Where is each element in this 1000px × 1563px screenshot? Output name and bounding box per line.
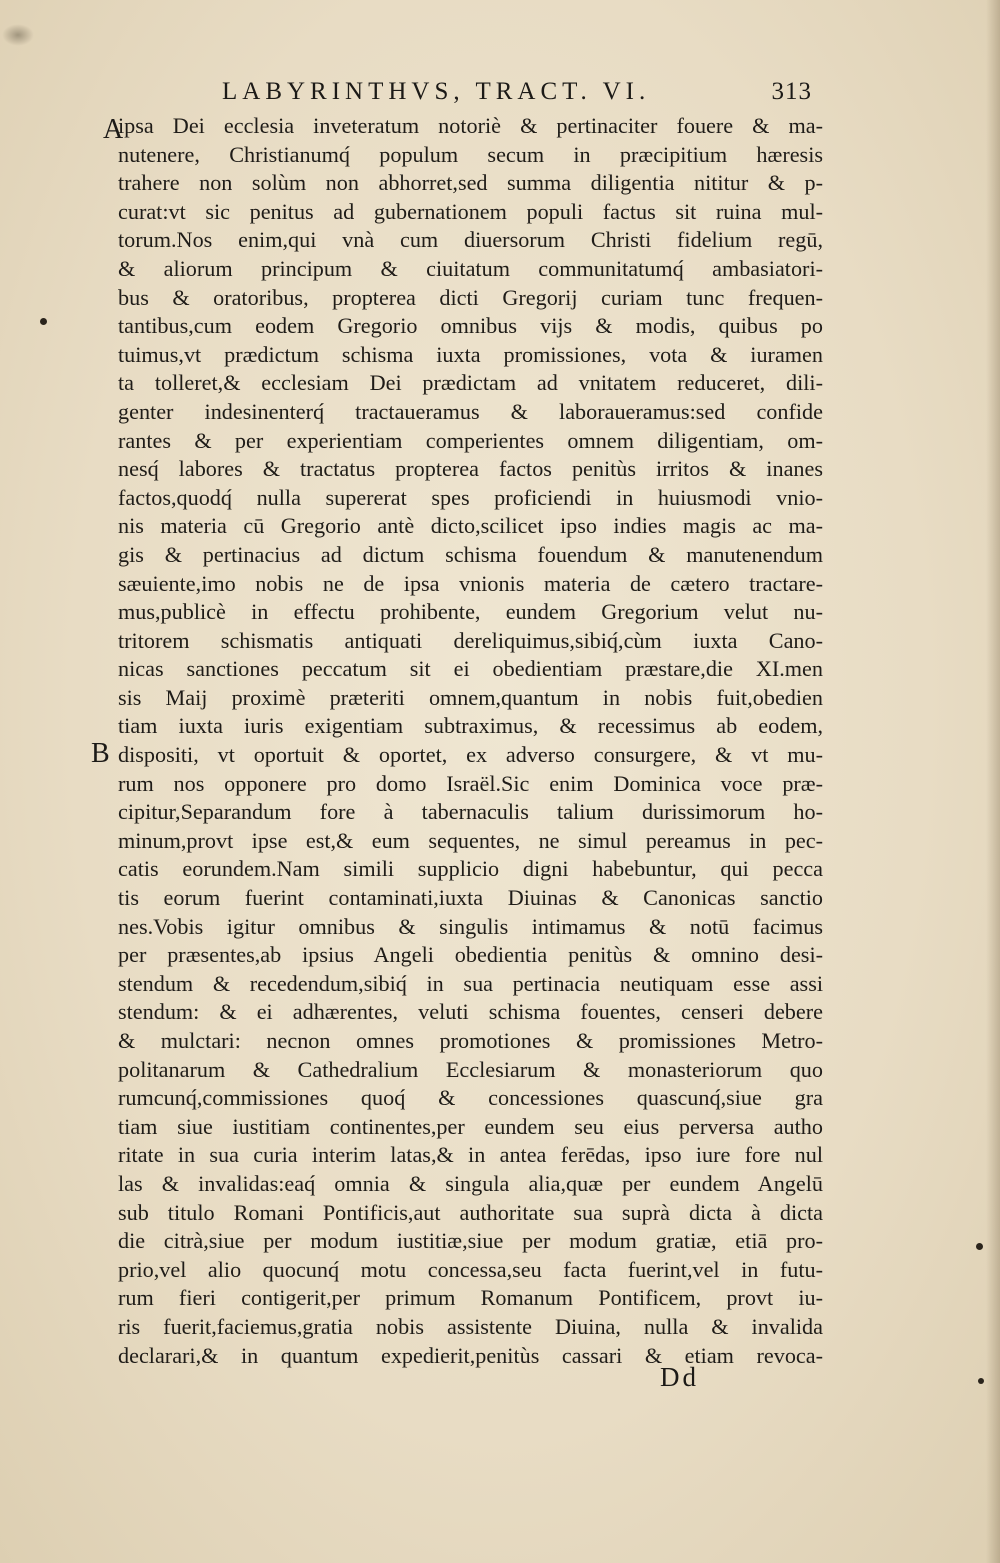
text-line: tuimus,vt prædictum schisma iuxta promissiones, vota & iuramen <box>118 341 823 367</box>
running-title: LABYRINTHVS, TRACT. VI. <box>222 78 651 105</box>
text-line: ritate in sua curia interim latas,& in antea ferēdas, ipso iure fore nul <box>118 1142 823 1168</box>
text-line: nutenere, Christianumq́ populum secum in præcipitium hæresis <box>118 141 823 167</box>
ink-smudge <box>2 24 34 46</box>
text-line: ris fuerit,faciemus,gratia nobis assistente Diuina, nulla & invalida <box>118 1313 823 1339</box>
text-line: catis eorundem.Nam simili supplicio digni habebuntur, qui pecca <box>118 856 823 882</box>
page-number: 313 <box>771 78 812 105</box>
text-line: tiam siue iustitiam continentes,per eundem seu eius perversa autho <box>118 1113 823 1139</box>
text-line: & aliorum principum & ciuitatum communitatumq́ ambasiatori- <box>118 255 823 281</box>
margin-marker-a: A <box>103 114 124 145</box>
text-line: genter indesinenterq́ tractaueramus & laboraueramus:sed confide <box>118 398 823 424</box>
text-line: stendum & recedendum,sibiq́ in sua pertinacia neutiquam esse assi <box>118 970 823 996</box>
margin-dot <box>976 1243 983 1250</box>
text-line: nes.Vobis igitur omnibus & singulis intimamus & notū facimus <box>118 913 823 939</box>
text-line: rumcunq́,commissiones quoq́ & concessiones quascunq́,siue gra <box>118 1085 823 1111</box>
text-line: ta tolleret,& ecclesiam Dei prædictam ad vnitatem reduceret, dili- <box>118 370 823 396</box>
text-line: rum fieri contigerit,per primum Romanum Pontificem, provt iu- <box>118 1285 823 1311</box>
text-line: die citrà,siue per modum iustitiæ,siue per modum gratiæ, etiā pro- <box>118 1228 823 1254</box>
text-line: ipsa Dei ecclesia inveteratum notoriè & pertinaciter fouere & ma- <box>118 113 823 138</box>
text-line: bus & oratoribus, propterea dicti Gregorij curiam tunc frequen- <box>118 284 823 310</box>
margin-marker-b: B <box>91 738 110 769</box>
text-line: nis materia cū Gregorio antè dicto,scilicet ipso indies magis ac ma- <box>118 513 823 539</box>
page-header <box>210 76 820 112</box>
text-line: politanarum & Cathedralium Ecclesiarum & monasteriorum quo <box>118 1056 823 1082</box>
margin-dot <box>40 318 47 325</box>
text-line: stendum: & ei adhærentes, veluti schisma fouentes, censeri debere <box>118 999 823 1025</box>
text-line: rum nos opponere pro domo Israël.Sic enim Dominica voce præ- <box>118 770 823 796</box>
text-line: mus,publicè in effectu prohibente, eundem Gregorium velut nu- <box>118 599 823 625</box>
text-line: torum.Nos enim,qui vnà cum diuersorum Christi fidelium regū, <box>118 227 823 253</box>
text-line: prio,vel alio quocunq́ motu concessa,seu facta fuerint,vel in futu- <box>118 1256 823 1282</box>
text-line: factos,quodq́ nulla supererat spes proficiendi in huiusmodi vnio- <box>118 484 823 510</box>
text-line: minum,provt ipse est,& eum sequentes, ne simul pereamus in pec- <box>118 827 823 853</box>
text-line: las & invalidas:eaq́ omnia & singula alia,quæ per eundem Angelū <box>118 1170 823 1196</box>
text-line: tritorem schismatis antiquati dereliquimus,sibiq́,cùm iuxta Cano- <box>118 627 823 653</box>
text-line: nesq́ labores & tractatus propterea factos penitùs irritos & inanes <box>118 456 823 482</box>
text-line: cipitur,Separandum fore à tabernaculis talium durissimorum ho- <box>118 799 823 825</box>
text-line: sub titulo Romani Pontificis,aut authoritate sua suprà dicta à dicta <box>118 1199 823 1225</box>
text-line: & mulctari: necnon omnes promotiones & promissiones Metro- <box>118 1028 823 1053</box>
text-line: rantes & per experientiam comperientes omnem diligentiam, om- <box>118 427 823 453</box>
text-line: trahere non solùm non abhorret,sed summa diligentia nititur & p- <box>118 170 823 196</box>
text-line: tis eorum fuerint contaminati,iuxta Diuinas & Canonicas sanctio <box>118 885 823 911</box>
text-line: tiam iuxta iuris exigentiam subtraximus, & recessimus ab eodem, <box>118 713 823 739</box>
page-edge-shadow <box>986 0 1000 1563</box>
text-line: dispositi, vt oportuit & oportet, ex adverso consurgere, & vt mu- <box>118 742 823 768</box>
text-line: curat:vt sic penitus ad gubernationem populi factus sit ruina mul- <box>118 198 823 224</box>
body-text <box>118 112 823 1370</box>
text-line: gis & pertinacius ad dictum schisma fouendum & manutenendum <box>118 541 823 567</box>
catchword: Dd <box>660 1362 699 1392</box>
text-line: sæuiente,imo nobis ne de ipsa vnionis materia de cætero tractare- <box>118 570 823 596</box>
text-line: declarari,& in quantum expedierit,penitùs cassari & etiam revoca- <box>118 1342 823 1368</box>
text-line: tantibus,cum eodem Gregorio omnibus vijs & modis, quibus po <box>118 313 823 339</box>
text-line: sis Maij proximè præteriti omnem,quantum in nobis fuit,obedien <box>118 684 823 710</box>
text-line: per præsentes,ab ipsius Angeli obedientia penitùs & omnino desi- <box>118 942 823 968</box>
margin-dot <box>978 1378 984 1384</box>
text-line: nicas sanctiones peccatum sit ei obedientiam præstare,die XI.men <box>118 656 823 682</box>
